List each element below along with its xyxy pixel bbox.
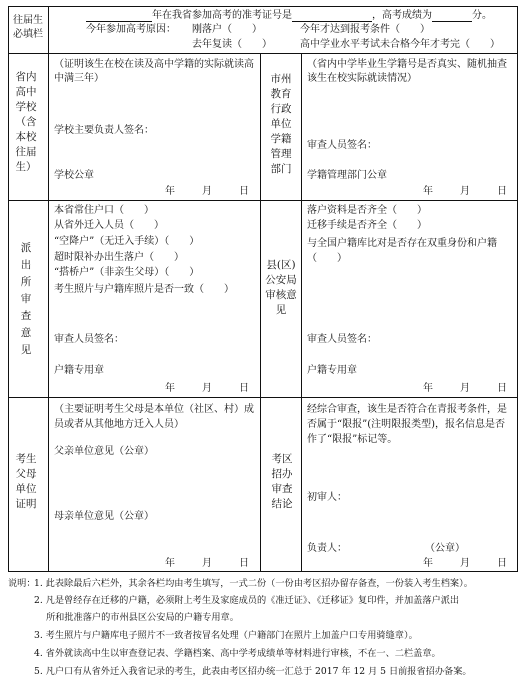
date-day: 日 — [497, 558, 507, 569]
date-year: 年 — [165, 558, 175, 569]
school-signature-label: 学校主要负责人签名： — [54, 125, 154, 136]
county-police-item[interactable]: 迁移手续是否齐全（ ） — [307, 220, 427, 231]
police-row-label: 派出所审查意见 — [20, 242, 32, 356]
education-date — [423, 186, 507, 198]
county-police-item[interactable]: 与全国户籍库比对是否存在双重身份和户籍（ ） — [307, 238, 497, 264]
reviewer-label: 初审人： — [307, 492, 347, 503]
header-label: 往届生必填栏 — [13, 15, 43, 40]
reason-academic-test[interactable]: 高中学业水平考试未合格今年才考完（ ） — [300, 39, 500, 50]
date-year: 年 — [423, 186, 433, 197]
mother-opinion-label: 母亲单位意见（公章） — [54, 511, 154, 522]
year-blank[interactable] — [86, 11, 152, 22]
row-divider — [8, 53, 518, 54]
reason-new-household[interactable]: 刚落户（ ） — [192, 24, 262, 35]
date-year: 年 — [165, 383, 175, 394]
county-police-row-label: 县(区)公安局审核意见 — [265, 259, 297, 316]
police-item[interactable]: 本省常住户口（ ） — [54, 205, 154, 216]
chief-label: 负责人： — [307, 543, 347, 554]
county-police-seal-label: 户籍专用章 — [307, 365, 357, 376]
date-month: 月 — [202, 186, 212, 197]
exam-line-text-b: ，高考成绩为 — [372, 10, 432, 21]
education-row-label: 市州教育行政单位学籍管理部门 — [270, 73, 292, 175]
admissions-row-label: 考区招办审查结论 — [271, 453, 293, 510]
police-seal-label: 户籍专用章 — [54, 365, 104, 376]
note-item: 5. 凡户口有从省外迁入我省记录的考生，此表由考区招办统一汇总于 2017 年 12 月 5 日前报省招办备案。 — [34, 666, 472, 677]
police-item[interactable]: “空降户”（无迁入手续）（ ） — [54, 236, 200, 247]
county-police-date — [423, 383, 507, 395]
note-item: 2. 凡是曾经存在迁移的户籍，必须附上考生及家庭成员的《准迁证》、《迁移证》复印件，并加盖落户派出 — [34, 595, 460, 606]
notes-title: 说明： — [8, 578, 36, 589]
police-date — [165, 383, 249, 395]
date-day: 日 — [239, 383, 249, 394]
note-item: 1. 此表除最后六栏外，其余各栏均由考生填写，一式二份（一份由考区招办留存备查，一份装入考生档案）。 — [34, 578, 473, 589]
exam-line-text-c: 分。 — [472, 10, 492, 21]
admissions-date — [423, 558, 507, 570]
admission-number-blank[interactable] — [292, 11, 372, 22]
county-police-item[interactable]: 落户资料是否齐全（ ） — [307, 205, 427, 216]
date-day: 日 — [497, 186, 507, 197]
row-divider — [8, 397, 518, 398]
date-year: 年 — [165, 186, 175, 197]
school-seal-label: 学校公章 — [54, 170, 94, 181]
column-divider — [260, 53, 261, 572]
admissions-seal-label: （公章） — [425, 543, 465, 554]
school-row-label: 省内高中学校（含本校往届生） — [15, 71, 37, 173]
row-divider — [8, 200, 518, 201]
education-note: （省内中学毕业生学籍号是否真实、随机抽查该生在校实际就读情况） — [307, 59, 507, 84]
education-signature-label: 审查人员签名： — [307, 140, 377, 151]
parents-date — [165, 558, 249, 570]
education-seal-label: 学籍管理部门公章 — [307, 170, 387, 181]
date-month: 月 — [202, 383, 212, 394]
date-day: 日 — [239, 186, 249, 197]
note-item: 3. 考生照片与户籍库电子照片不一致者按冒名处理（户籍部门在照片上加盖户口专用骑缝章）。 — [34, 630, 418, 641]
score-blank[interactable] — [432, 11, 472, 22]
police-item[interactable]: 从省外迁入人员（ ） — [54, 220, 164, 231]
date-month: 月 — [460, 558, 470, 569]
date-year: 年 — [423, 558, 433, 569]
exam-line-text-a: 年在我省参加高考的准考证号是 — [152, 10, 292, 21]
date-month: 月 — [460, 383, 470, 394]
date-year: 年 — [423, 383, 433, 394]
father-opinion-label: 父亲单位意见（公章） — [54, 446, 154, 457]
reason-age[interactable]: 今年才达到报考条件（ ） — [300, 24, 430, 35]
reason-deferred[interactable]: 去年复读（ ） — [192, 39, 272, 50]
school-date — [165, 186, 249, 198]
column-divider — [48, 6, 49, 572]
police-item[interactable]: 考生照片与户籍库照片是否一致（ ） — [54, 284, 234, 295]
date-month: 月 — [202, 558, 212, 569]
parents-row-label: 考生父母单位证明 — [15, 453, 37, 510]
date-day: 日 — [497, 383, 507, 394]
police-item[interactable]: 超时限补办出生落户（ ） — [54, 252, 184, 263]
reason-label: 今年参加高考原因： — [86, 24, 176, 35]
parents-note: （主要证明考生父母是本单位（社区、村）成员或者从其他地方迁入人员） — [54, 404, 254, 430]
county-police-signature-label: 审查人员签名： — [307, 334, 377, 345]
note-item: 所和批准落户的市州县区公安局的户籍专用章。 — [46, 612, 239, 623]
police-item[interactable]: “搭桥户”（非亲生父母）（ ） — [54, 267, 200, 278]
date-month: 月 — [460, 186, 470, 197]
date-day: 日 — [239, 558, 249, 569]
school-note: （证明该生在校在读及高中学籍的实际就读高中满三年） — [54, 59, 254, 84]
admissions-conclusion-text: 经综合审查，该生是否符合在青报考条件，是否属于“限报”(注明限报类型)，报名信息是否作了“限报”标记等。 — [307, 404, 507, 445]
column-divider — [301, 53, 302, 572]
note-item: 4. 省外就读高中生以审查登记表、学籍档案、高中学考成绩单等材料进行审核，不在一、二栏盖章。 — [34, 648, 441, 659]
exam-line — [86, 10, 492, 22]
police-signature-label: 审查人员签名： — [54, 334, 124, 345]
